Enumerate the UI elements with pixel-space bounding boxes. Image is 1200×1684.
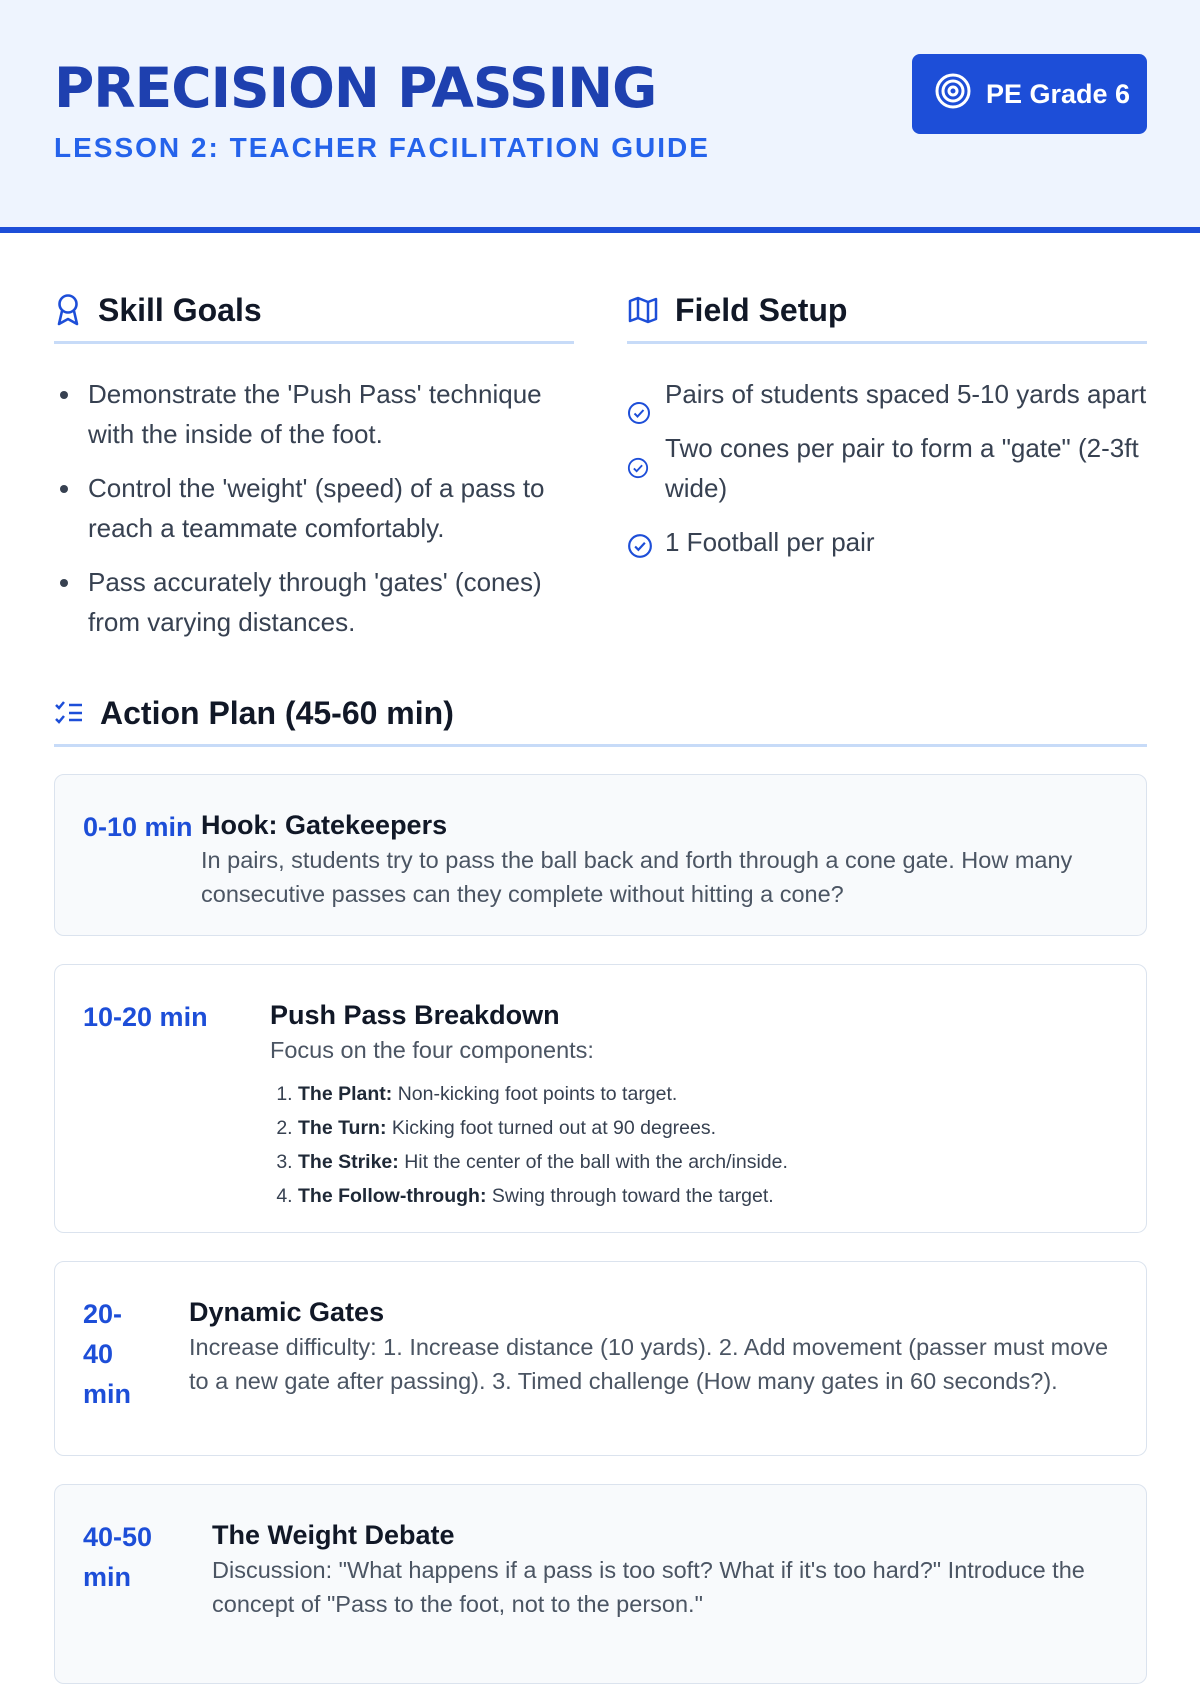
activity-time: 40-50 min <box>83 1522 153 1592</box>
list-item: 1. The Plant: Non-kicking foot points to target. <box>298 1077 1118 1111</box>
activity-card <box>54 964 1147 1233</box>
check-circle-icon <box>627 450 649 490</box>
skill-goals-heading <box>54 289 574 344</box>
field-setup-title: Field Setup <box>675 291 848 328</box>
bullet-icon <box>60 391 68 399</box>
lesson-header <box>0 0 1200 233</box>
activity-time: 20-40 min <box>83 1299 132 1409</box>
skill-goals-title: Skill Goals <box>98 291 262 328</box>
list-item: Pairs of students spaced 5-10 yards apart <box>627 374 1147 414</box>
activity-title: Dynamic Gates <box>189 1297 385 1327</box>
activity-title: The Weight Debate <box>212 1520 455 1550</box>
grade-badge <box>912 54 1147 134</box>
activity-time: 0-10 min <box>83 812 193 842</box>
check-circle-icon <box>627 530 653 570</box>
activity-title: Hook: Gatekeepers <box>201 810 448 840</box>
activity-title: Push Pass Breakdown <box>270 1000 560 1030</box>
field-setup-list <box>627 374 1147 576</box>
action-plan-heading <box>54 692 1147 747</box>
list-item: 3. The Strike: Hit the center of the ball with the arch/inside. <box>298 1145 1118 1179</box>
bullet-icon <box>60 485 68 493</box>
activity-card <box>54 1484 1147 1684</box>
list-item: 1 Football per pair <box>627 522 1147 562</box>
grade-badge-label: PE Grade 6 <box>986 78 1131 109</box>
skill-goals-list <box>54 374 574 656</box>
activity-card <box>54 774 1147 936</box>
list-item: Control the 'weight' (speed) of a pass to reach a teammate comfortably. <box>54 468 574 548</box>
component-list <box>270 1077 1118 1213</box>
activity-description: Discussion: "What happens if a pass is too soft? What if it's too hard?" Introduce the concept of "Pass to the foot, not to the person." <box>212 1557 1085 1617</box>
field-setup-heading <box>627 289 1147 344</box>
activity-description: Focus on the four components: <box>270 1037 594 1063</box>
activity-description: In pairs, students try to pass the ball back and forth through a cone gate. How many consecutive passes can they complete without hitting a cone? <box>201 847 1073 907</box>
list-item: Demonstrate the 'Push Pass' technique with the inside of the foot. <box>54 374 574 454</box>
award-icon <box>54 293 82 327</box>
page-subtitle: LESSON 2: TEACHER FACILITATION GUIDE <box>54 132 710 163</box>
activity-description: Increase difficulty: 1. Increase distance (10 yards). 2. Add movement (passer must move to a new gate after passing). 3. Timed challenge (How many gates in 60 seconds?). <box>189 1334 1109 1394</box>
activity-time: 10-20 min <box>83 1002 208 1032</box>
checklist-icon <box>54 699 84 727</box>
list-item: 4. The Follow-through: Swing through toward the target. <box>298 1179 1118 1213</box>
target-icon <box>934 72 972 117</box>
list-item: Pass accurately through 'gates' (cones) from varying distances. <box>54 562 574 642</box>
bullet-icon <box>60 579 68 587</box>
map-icon <box>627 295 659 325</box>
list-item: Two cones per pair to form a "gate" (2-3ft wide) <box>627 428 1147 508</box>
activity-card <box>54 1261 1147 1456</box>
list-item: 2. The Turn: Kicking foot turned out at 90 degrees. <box>298 1111 1118 1145</box>
action-plan-title: Action Plan (45-60 min) <box>100 694 454 731</box>
page-title: PRECISION PASSING <box>54 56 657 120</box>
